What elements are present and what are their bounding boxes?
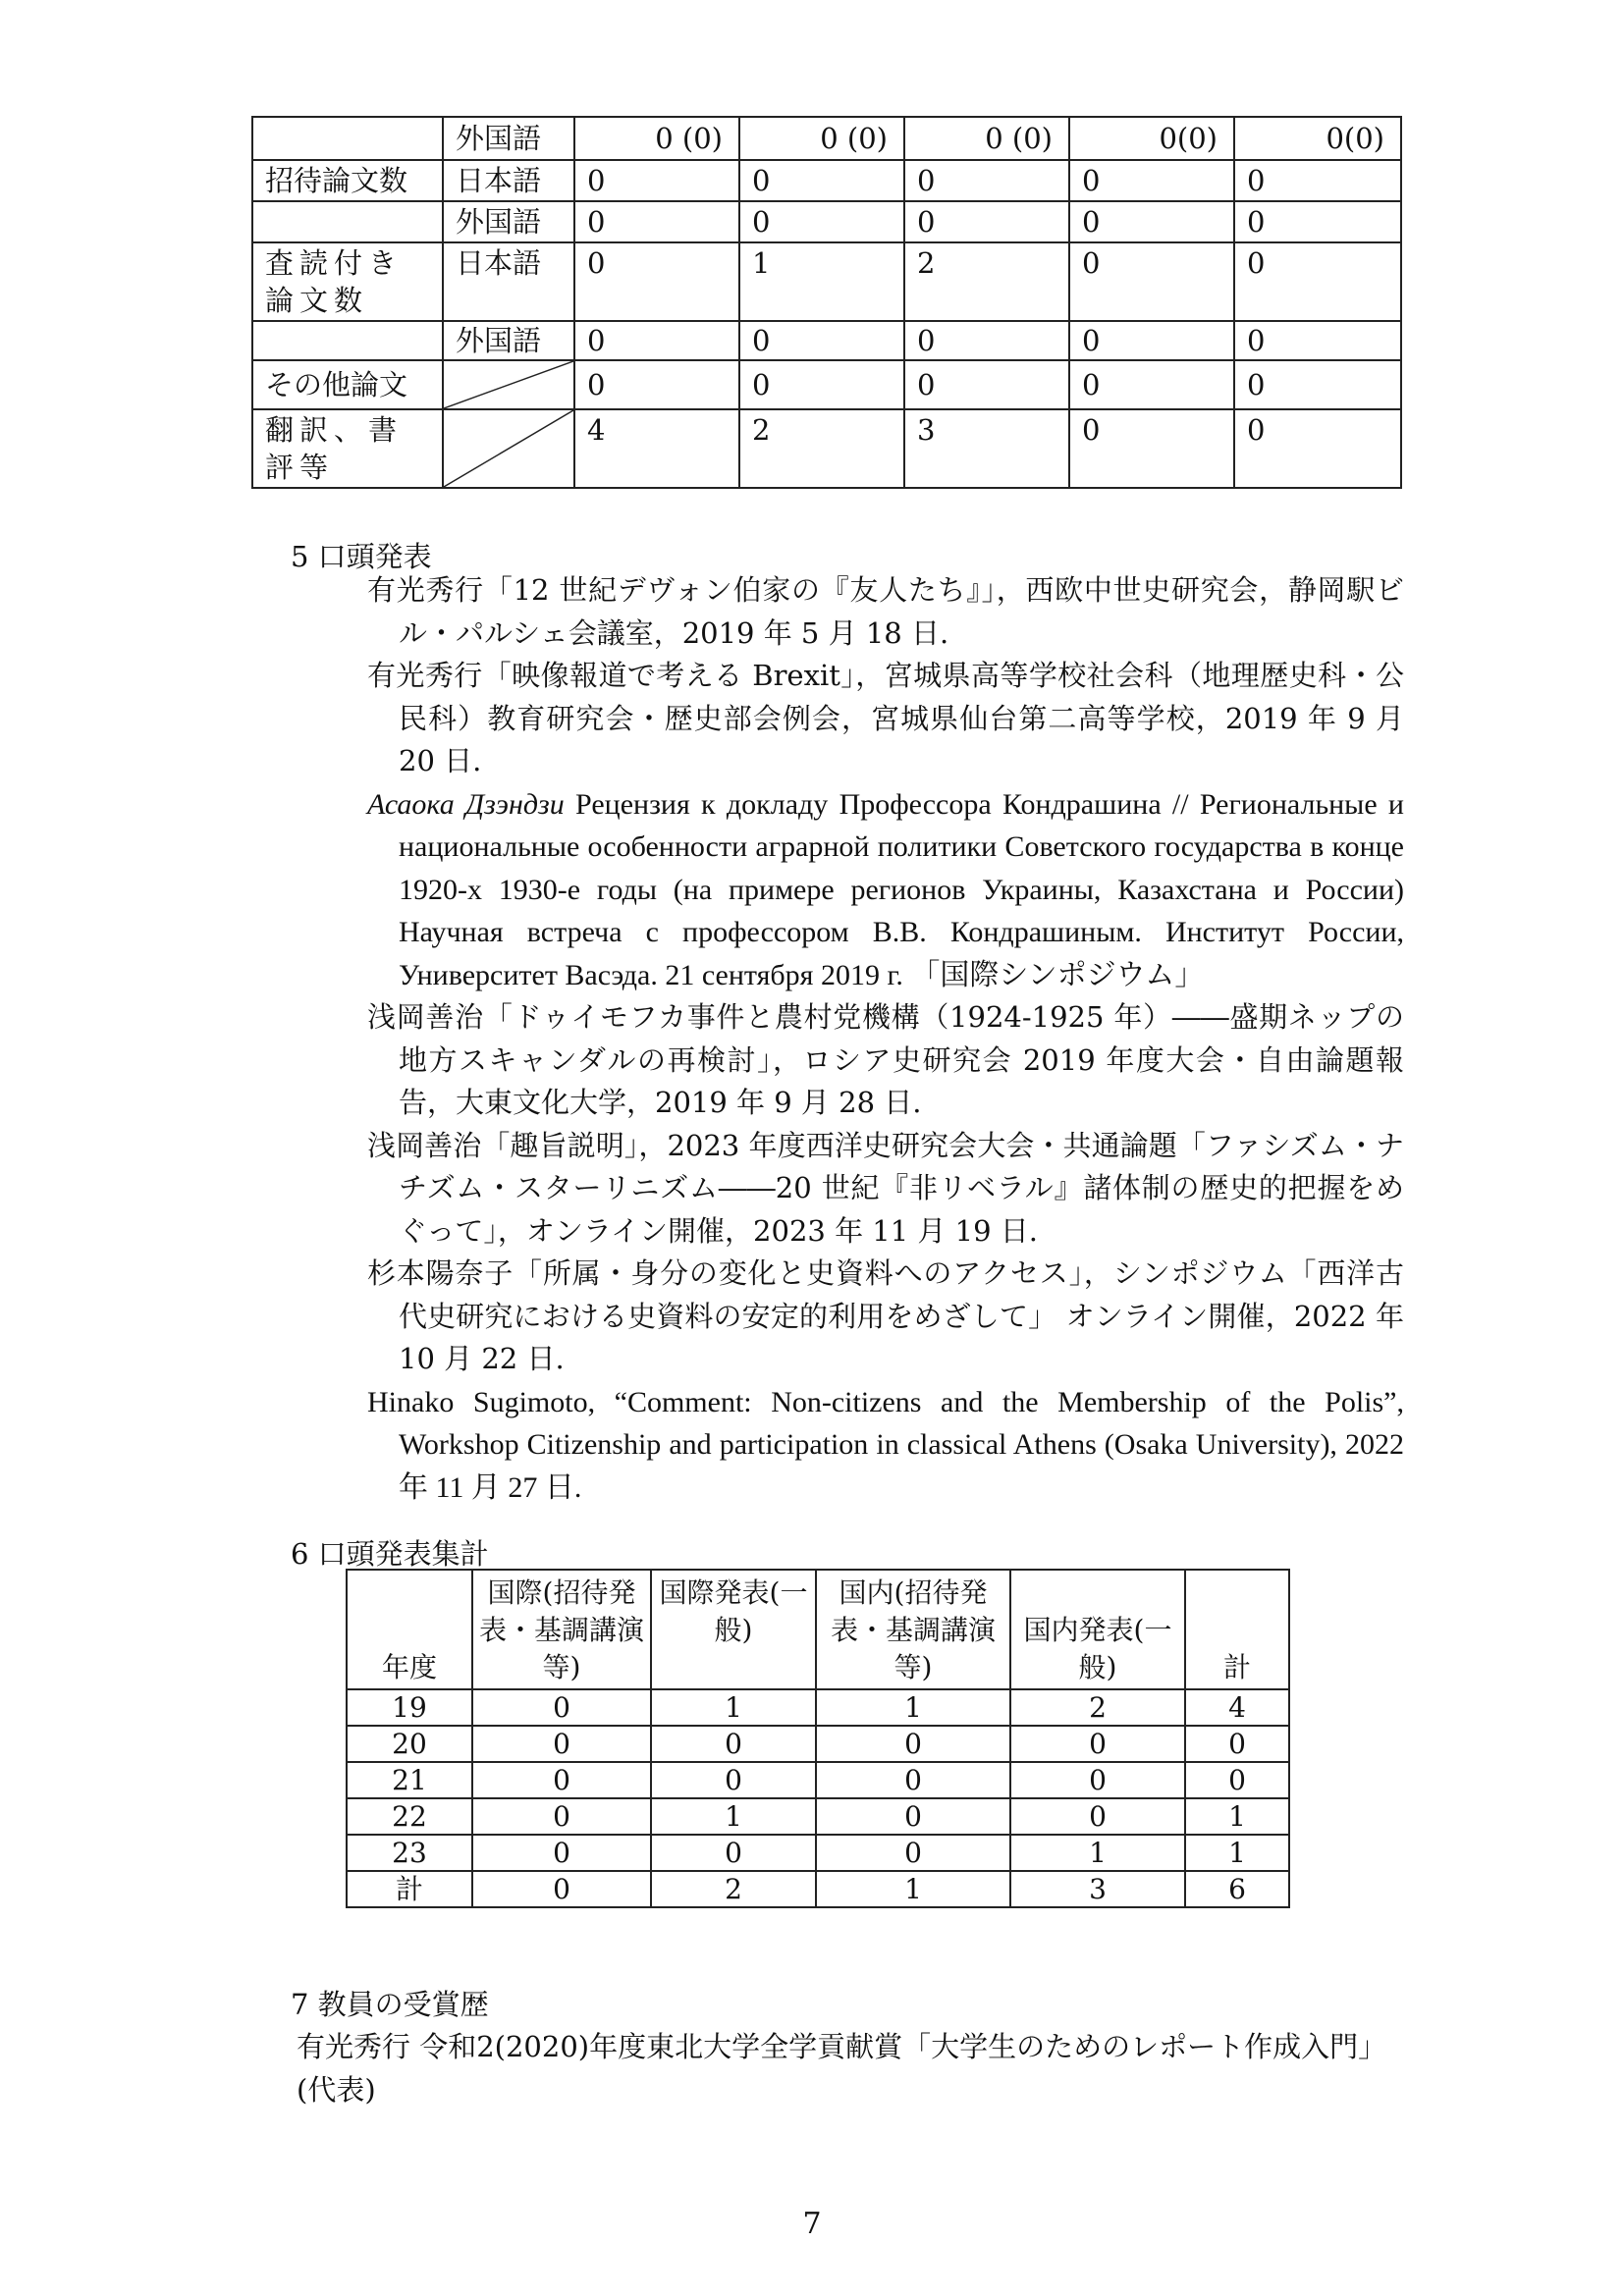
table-cell: 1: [1010, 1835, 1185, 1871]
value-cell: 0: [1234, 321, 1401, 360]
table-cell: 0: [816, 1726, 1010, 1762]
table-cell: 0: [1010, 1762, 1185, 1798]
table-cell: 3: [1010, 1871, 1185, 1907]
value-cell: 3: [904, 409, 1069, 488]
table-cell: 0: [472, 1762, 651, 1798]
table-header-row: [347, 1570, 1289, 1689]
presentation-entry: [367, 783, 1404, 997]
value-cell: 0: [574, 321, 739, 360]
value-cell: 0 (0): [574, 117, 739, 160]
author-name: Асаока Дзэндзи: [367, 787, 565, 821]
value-cell: 1: [739, 242, 904, 321]
table-row: [252, 409, 1401, 488]
table-cell: 1: [1185, 1835, 1289, 1871]
value-cell: 0: [1069, 160, 1234, 201]
award-entry: 有光秀行 令和2(2020)年度東北大学全学貢献賞「大学生のためのレポート作成入門」(代表): [297, 2030, 1387, 2107]
table-cell: 0: [651, 1762, 816, 1798]
table-cell: 19: [347, 1689, 472, 1726]
diagonal-empty-cell: [443, 409, 574, 488]
value-cell: 2: [904, 242, 1069, 321]
table-cell: 20: [347, 1726, 472, 1762]
diagonal-line-icon: [444, 410, 573, 487]
table-cell: 2: [651, 1871, 816, 1907]
value-cell: 0(0): [1234, 117, 1401, 160]
value-cell: 0 (0): [739, 117, 904, 160]
value-cell: 0: [739, 321, 904, 360]
table-row: [252, 160, 1401, 201]
value-cell: 0: [904, 360, 1069, 409]
table-cell: 0: [651, 1835, 816, 1871]
diagonal-line-icon: [444, 361, 573, 408]
table-cell: 22: [347, 1798, 472, 1835]
table-cell: 0: [816, 1798, 1010, 1835]
row-label: その他論文: [252, 360, 443, 409]
value-cell: 0: [574, 201, 739, 242]
table-row: [347, 1798, 1289, 1835]
value-cell: 4: [574, 409, 739, 488]
value-cell: 0: [1234, 201, 1401, 242]
table-row: [347, 1689, 1289, 1726]
diagonal-empty-cell: [443, 360, 574, 409]
value-cell: 0: [1234, 360, 1401, 409]
table-row: [252, 321, 1401, 360]
presentation-summary-table: [346, 1569, 1290, 1908]
presentation-entry: 有光秀行「映像報道で考える Brexit」，宮城県高等学校社会科（地理歴史科・公民科）教育研究会・歴史部会例会，宮城県仙台第二高等学校，2019 年 9 月 20 日.: [367, 659, 1404, 777]
language-cell: 日本語: [443, 160, 574, 201]
table-row: [252, 242, 1401, 321]
value-cell: 0: [1069, 321, 1234, 360]
table-total-row: [347, 1871, 1289, 1907]
row-label: 査読付き論文数: [252, 242, 443, 321]
value-cell: 0: [1234, 242, 1401, 321]
value-cell: 0: [574, 360, 739, 409]
table-cell: 0: [472, 1689, 651, 1726]
value-cell: 0: [1069, 409, 1234, 488]
table-row: [347, 1726, 1289, 1762]
table-cell: 6: [1185, 1871, 1289, 1907]
table-row: [252, 117, 1401, 160]
language-cell: 外国語: [443, 321, 574, 360]
table-cell: 0: [1185, 1762, 1289, 1798]
section-heading-oral-presentations: 5 口頭発表: [291, 540, 432, 573]
section-heading-presentation-summary: 6 口頭発表集計: [291, 1537, 489, 1571]
page-number: 7: [802, 2207, 822, 2241]
table-cell: 0: [651, 1726, 816, 1762]
column-header: 年度: [347, 1570, 472, 1689]
value-cell: 0: [739, 201, 904, 242]
value-cell: 0: [904, 160, 1069, 201]
value-cell: 0: [1234, 160, 1401, 201]
value-cell: 0 (0): [904, 117, 1069, 160]
presentation-entry: 浅岡善治「ドゥイモフカ事件と農村党機構（1924-1925 年）――盛期ネップの地方スキャンダルの再検討」，ロシア史研究会 2019 年度大会・自由論題報告，大東文化大学，2019 年 9 月 28 日.: [367, 1000, 1404, 1119]
table-cell: 1: [651, 1798, 816, 1835]
presentation-list: [367, 569, 1404, 1509]
table-cell: 1: [651, 1689, 816, 1726]
value-cell: 0: [904, 201, 1069, 242]
value-cell: 0: [739, 160, 904, 201]
language-cell: 日本語: [443, 242, 574, 321]
value-cell: 0: [574, 160, 739, 201]
table-cell: 4: [1185, 1689, 1289, 1726]
table-cell: 21: [347, 1762, 472, 1798]
row-label: [252, 201, 443, 242]
value-cell: 0: [574, 242, 739, 321]
column-header: 計: [1185, 1570, 1289, 1689]
row-label: [252, 321, 443, 360]
column-header: 国内発表(一般): [1010, 1570, 1185, 1689]
presentation-entry: Hinako Sugimoto, “Comment: Non-citizens and the Membership of the Polis”, Workshop Citizenship and participation in classical Athens (Osaka University), 2022 年 11 月 27 日.: [367, 1385, 1404, 1504]
table-cell: 0: [472, 1726, 651, 1762]
table-row: [252, 201, 1401, 242]
row-label: 招待論文数: [252, 160, 443, 201]
table-cell: 0: [816, 1835, 1010, 1871]
language-cell: 外国語: [443, 117, 574, 160]
table-cell: 0: [816, 1762, 1010, 1798]
value-cell: 2: [739, 409, 904, 488]
entry-text: Рецензия к докладу Профессора Кондрашина // Региональные и национальные особенности аграрной политики Советского государства в конце 1920-х 1930-е годы (на примере регионов Украины, Казахстана и России) Научная встреча с профессором В.В. Кондрашиным. Институт России, Университет Васэда. 21 сентября 2019 г. 「国際シンポジウム」: [399, 787, 1404, 991]
row-label: [252, 117, 443, 160]
value-cell: 0: [1069, 201, 1234, 242]
publication-count-table: [251, 116, 1402, 489]
table-row: [347, 1835, 1289, 1871]
column-header: 国際発表(一般): [651, 1570, 816, 1689]
table-cell: 0: [472, 1835, 651, 1871]
table-cell: 1: [816, 1689, 1010, 1726]
value-cell: 0(0): [1069, 117, 1234, 160]
row-label: 翻訳、書評等: [252, 409, 443, 488]
value-cell: 0: [1234, 409, 1401, 488]
value-cell: 0: [739, 360, 904, 409]
value-cell: 0: [904, 321, 1069, 360]
table-row: [347, 1762, 1289, 1798]
table-cell: 計: [347, 1871, 472, 1907]
table-cell: 0: [1010, 1798, 1185, 1835]
table-cell: 0: [472, 1798, 651, 1835]
table-cell: 0: [1185, 1726, 1289, 1762]
presentation-entry: 浅岡善治「趣旨説明」，2023 年度西洋史研究会大会・共通論題「ファシズム・ナチズム・スターリニズム――20 世紀『非リベラル』諸体制の歴史的把握をめぐって」，オンライン開催，2023 年 11 月 19 日.: [367, 1128, 1404, 1248]
value-cell: 0: [1069, 242, 1234, 321]
table-row: [252, 360, 1401, 409]
column-header: 国内(招待発表・基調講演等): [816, 1570, 1010, 1689]
table-cell: 0: [472, 1871, 651, 1907]
presentation-entry: 杉本陽奈子「所属・身分の変化と史資料へのアクセス」，シンポジウム「西洋古代史研究における史資料の安定的利用をめざして」 オンライン開催，2022 年 10 月 22 日.: [367, 1256, 1404, 1375]
table-cell: 2: [1010, 1689, 1185, 1726]
language-cell: 外国語: [443, 201, 574, 242]
table-cell: 1: [816, 1871, 1010, 1907]
column-header: 国際(招待発表・基調講演等): [472, 1570, 651, 1689]
table-cell: 0: [1010, 1726, 1185, 1762]
table-cell: 1: [1185, 1798, 1289, 1835]
value-cell: 0: [1069, 360, 1234, 409]
table-cell: 23: [347, 1835, 472, 1871]
presentation-entry: 有光秀行「12 世紀デヴォン伯家の『友人たち』」，西欧中世史研究会，静岡駅ビル・パルシェ会議室，2019 年 5 月 18 日.: [367, 573, 1404, 650]
section-heading-awards: 7 教員の受賞歴: [291, 1988, 489, 2021]
